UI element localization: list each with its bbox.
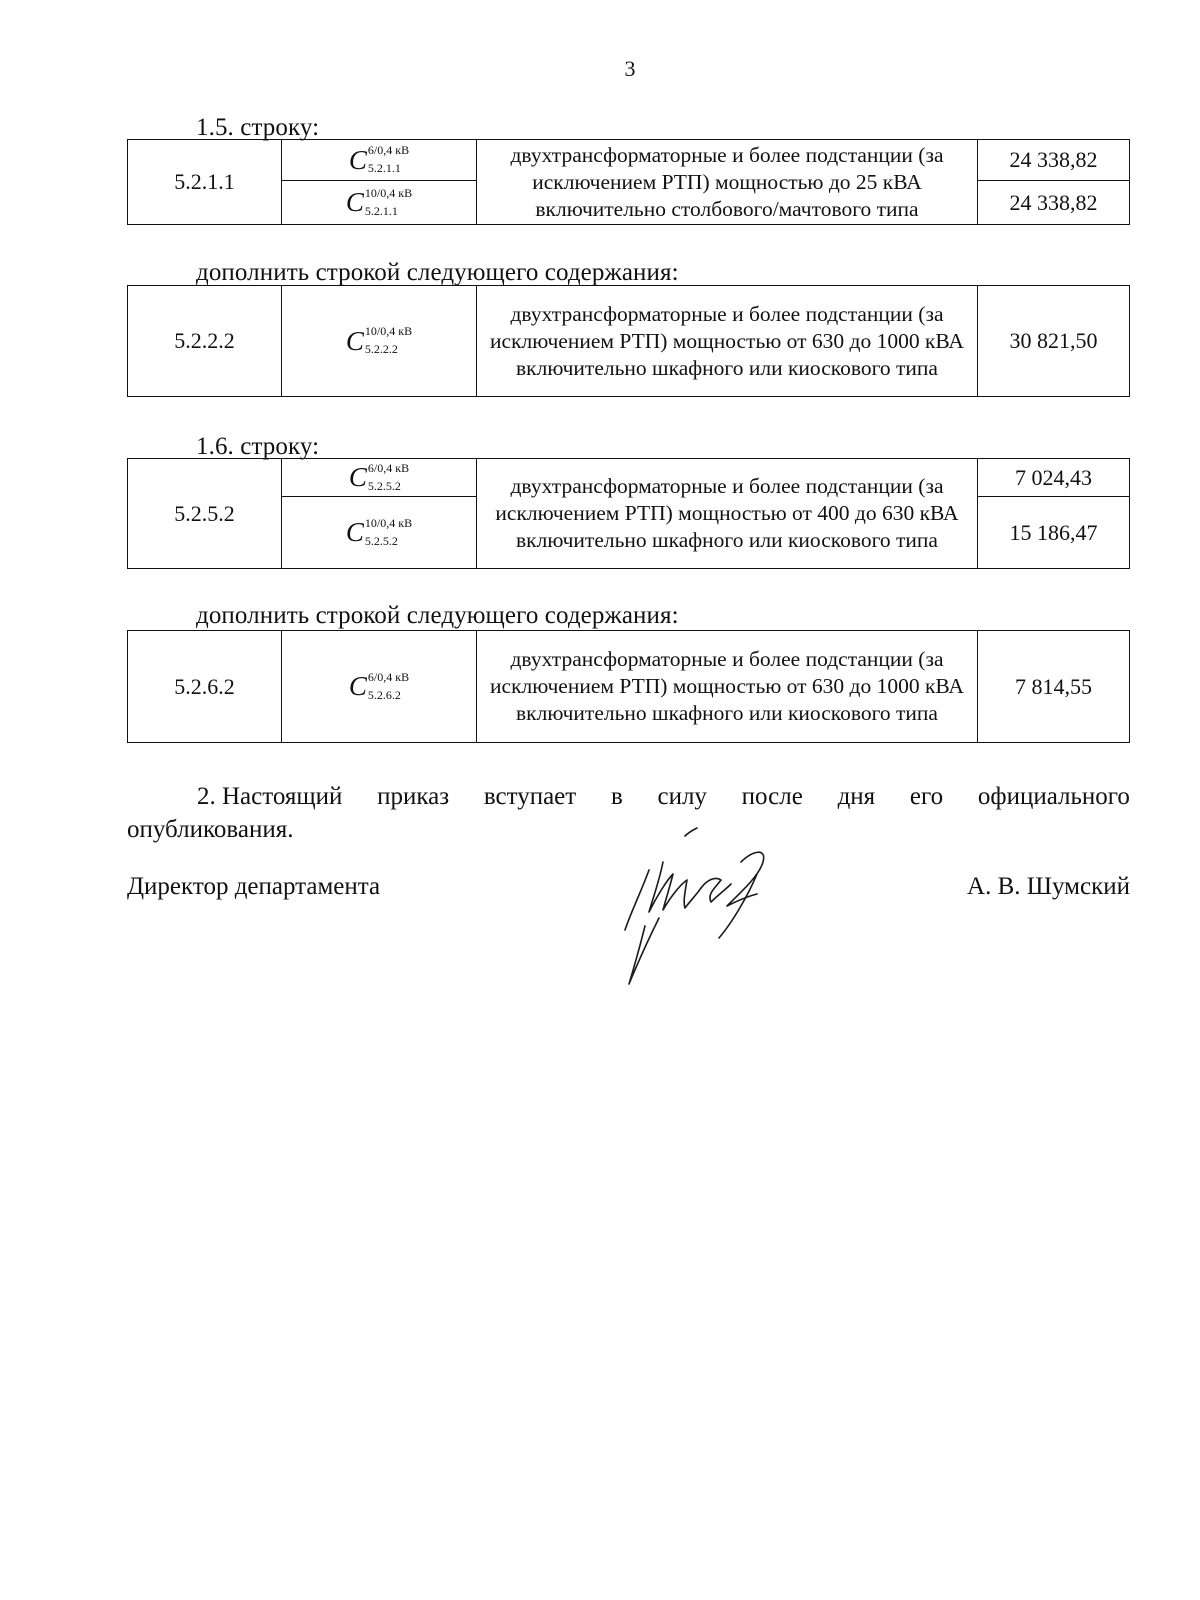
tariff-symbol: C 6/0,4 кВ 5.2.6.2 xyxy=(282,631,477,743)
row-code: 5.2.5.2 xyxy=(128,459,282,569)
tariff-value: 15 186,47 xyxy=(978,497,1130,569)
amendment-table-addition-2 xyxy=(127,630,1130,743)
amendment-table-1-5 xyxy=(127,139,1130,225)
section-heading-1-5: 1.5. строку: xyxy=(196,114,320,141)
order-clause-line xyxy=(127,780,1130,813)
tariff-value: 30 821,50 xyxy=(978,286,1130,397)
amendment-table-1-6 xyxy=(127,458,1130,569)
tariff-symbol: C 10/0,4 кВ 5.2.2.2 xyxy=(282,286,477,397)
row-code: 5.2.6.2 xyxy=(128,631,282,743)
table-row xyxy=(128,286,1130,397)
order-word: после xyxy=(741,783,803,810)
tariff-value: 7 024,43 xyxy=(978,459,1130,497)
order-word: 2. Настоящий xyxy=(197,783,343,810)
tariff-symbol: C 6/0,4 кВ 5.2.5.2 xyxy=(282,459,477,497)
order-word: официального xyxy=(977,783,1130,810)
row-description: двухтрансформаторные и более подстанции (за исключением РТП) мощностью от 400 до 630 кВА включительно шкафного или киоскового типа xyxy=(477,459,978,569)
row-code: 5.2.1.1 xyxy=(128,140,282,225)
tariff-value: 7 814,55 xyxy=(978,631,1130,743)
page-number: 3 xyxy=(624,56,636,81)
handwritten-signature xyxy=(615,822,815,1002)
signatory-position: Директор департамента xyxy=(127,873,381,900)
tariff-symbol: C 10/0,4 кВ 5.2.1.1 xyxy=(282,181,477,225)
order-word: его xyxy=(909,783,944,810)
section-heading-addition-1: дополнить строкой следующего содержания: xyxy=(196,259,679,286)
row-description: двухтрансформаторные и более подстанции (за исключением РТП) мощностью от 630 до 1000 кВА включительно шкафного или киоскового типа xyxy=(477,286,978,397)
tariff-symbol: C 10/0,4 кВ 5.2.5.2 xyxy=(282,497,477,569)
row-description: двухтрансформаторные и более подстанции (за исключением РТП) мощностью от 630 до 1000 кВА включительно шкафного или киоскового типа xyxy=(477,631,978,743)
tariff-value: 24 338,82 xyxy=(978,181,1130,225)
section-heading-addition-2: дополнить строкой следующего содержания: xyxy=(196,602,679,629)
table-row xyxy=(128,631,1130,743)
order-word: вступает xyxy=(483,783,577,810)
table-row xyxy=(128,140,1130,181)
tariff-value: 24 338,82 xyxy=(978,140,1130,181)
order-word: приказ xyxy=(377,783,450,810)
amendment-table-addition-1 xyxy=(127,285,1130,397)
tariff-symbol: C 6/0,4 кВ 5.2.1.1 xyxy=(282,140,477,181)
order-word: в xyxy=(610,783,623,810)
row-code: 5.2.2.2 xyxy=(128,286,282,397)
order-word: силу xyxy=(657,783,707,810)
table-row xyxy=(128,459,1130,497)
section-heading-1-6: 1.6. строку: xyxy=(196,433,320,460)
row-description: двухтрансформаторные и более подстанции (за исключением РТП) мощностью до 25 кВА включительно столбового/мачтового типа xyxy=(477,140,978,225)
signatory-name: А. В. Шумский xyxy=(967,873,1130,900)
order-clause-continuation: опубликования. xyxy=(127,816,294,843)
order-word: дня xyxy=(837,783,876,810)
